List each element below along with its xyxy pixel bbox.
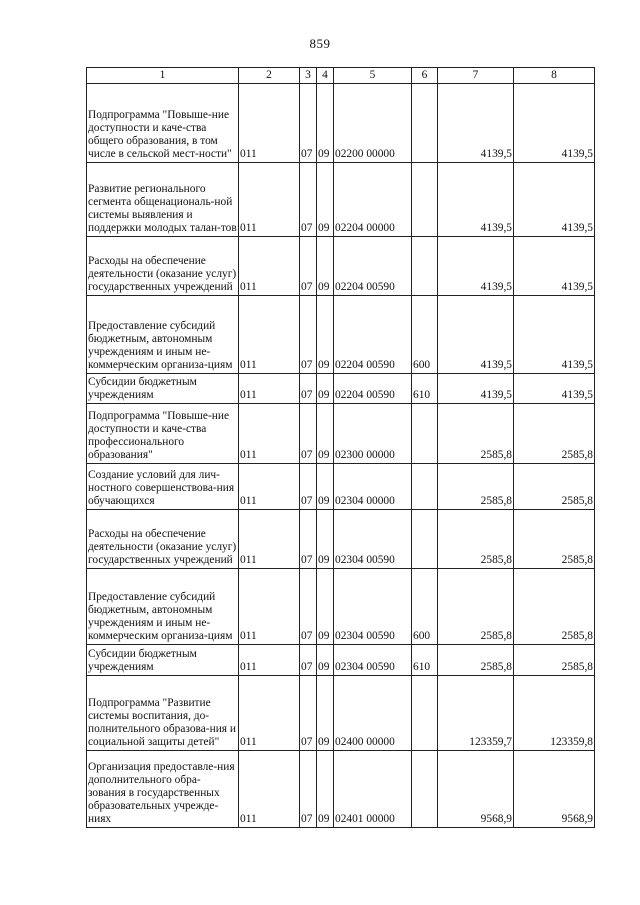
row-name: Развитие регионального сегмента общенациональ-ной системы выявления и поддержки молодых талан-тов [87, 163, 239, 237]
cell-amount-1: 2585,8 [438, 404, 514, 464]
cell-expense-type: 610 [412, 645, 438, 676]
cell-amount-2: 4139,5 [514, 374, 595, 404]
cell-subsection: 09 [317, 751, 334, 828]
cell-ministry: 011 [239, 163, 300, 237]
table-row [87, 237, 595, 296]
row-name: Организация предоставле-ния дополнительного обра-зования в государственных образовательных учрежде-ниях [87, 751, 239, 828]
row-name: Подпрограмма "Повыше-ние доступности и каче-ства общего образования, в том числе в сельской мест-ности" [87, 84, 239, 163]
cell-ministry: 011 [239, 510, 300, 569]
cell-amount-1: 4139,5 [438, 374, 514, 404]
cell-subsection: 09 [317, 510, 334, 569]
cell-target-article: 02304 00590 [334, 569, 412, 645]
cell-target-article: 02204 00590 [334, 296, 412, 374]
cell-amount-1: 4139,5 [438, 296, 514, 374]
cell-amount-1: 2585,8 [438, 510, 514, 569]
table-row [87, 374, 595, 404]
cell-expense-type [412, 404, 438, 464]
cell-amount-1: 2585,8 [438, 569, 514, 645]
cell-subsection: 09 [317, 464, 334, 510]
header-row [87, 68, 595, 84]
cell-amount-2: 9568,9 [514, 751, 595, 828]
row-name: Предоставление субсидий бюджетным, автономным учреждениям и иным не-коммерческим организа-циям [87, 296, 239, 374]
cell-amount-2: 4139,5 [514, 296, 595, 374]
cell-target-article: 02304 00590 [334, 645, 412, 676]
header-cell-7: 7 [438, 68, 514, 84]
table-row [87, 464, 595, 510]
cell-amount-1: 2585,8 [438, 464, 514, 510]
table-row [87, 163, 595, 237]
cell-target-article: 02401 00000 [334, 751, 412, 828]
cell-amount-2: 4139,5 [514, 237, 595, 296]
cell-section: 07 [300, 510, 317, 569]
cell-amount-1: 4139,5 [438, 163, 514, 237]
cell-section: 07 [300, 296, 317, 374]
row-name: Предоставление субсидий бюджетным, автономным учреждениям и иным не-коммерческим организа-циям [87, 569, 239, 645]
cell-amount-2: 2585,8 [514, 464, 595, 510]
cell-ministry: 011 [239, 464, 300, 510]
cell-ministry: 011 [239, 237, 300, 296]
cell-subsection: 09 [317, 296, 334, 374]
table-row [87, 296, 595, 374]
cell-subsection: 09 [317, 237, 334, 296]
cell-ministry: 011 [239, 751, 300, 828]
cell-amount-2: 4139,5 [514, 163, 595, 237]
cell-subsection: 09 [317, 374, 334, 404]
cell-ministry: 011 [239, 676, 300, 751]
cell-subsection: 09 [317, 163, 334, 237]
cell-amount-1: 2585,8 [438, 645, 514, 676]
table-row [87, 645, 595, 676]
cell-subsection: 09 [317, 676, 334, 751]
cell-expense-type: 610 [412, 374, 438, 404]
table-row [87, 84, 595, 163]
cell-amount-1: 9568,9 [438, 751, 514, 828]
row-name: Расходы на обеспечение деятельности (оказание услуг) государственных учреждений [87, 237, 239, 296]
cell-amount-1: 4139,5 [438, 237, 514, 296]
cell-amount-1: 4139,5 [438, 84, 514, 163]
page-number: 859 [309, 36, 331, 51]
row-name: Расходы на обеспечение деятельности (оказание услуг) государственных учреждений [87, 510, 239, 569]
cell-subsection: 09 [317, 569, 334, 645]
cell-amount-2: 2585,8 [514, 510, 595, 569]
cell-section: 07 [300, 404, 317, 464]
table-row [87, 751, 595, 828]
cell-target-article: 02200 00000 [334, 84, 412, 163]
table-row [87, 510, 595, 569]
cell-section: 07 [300, 645, 317, 676]
row-name: Подпрограмма "Повыше-ние доступности и каче-ства профессионального образования" [87, 404, 239, 464]
cell-subsection: 09 [317, 404, 334, 464]
cell-expense-type [412, 510, 438, 569]
cell-expense-type [412, 751, 438, 828]
cell-expense-type: 600 [412, 296, 438, 374]
cell-ministry: 011 [239, 569, 300, 645]
cell-subsection: 09 [317, 84, 334, 163]
cell-target-article: 02300 00000 [334, 404, 412, 464]
header-cell-8: 8 [514, 68, 595, 84]
cell-ministry: 011 [239, 645, 300, 676]
cell-ministry: 011 [239, 404, 300, 464]
cell-subsection: 09 [317, 645, 334, 676]
header-cell-5: 5 [334, 68, 412, 84]
cell-target-article: 02204 00000 [334, 163, 412, 237]
cell-target-article: 02400 00000 [334, 676, 412, 751]
cell-target-article: 02304 00590 [334, 510, 412, 569]
cell-section: 07 [300, 163, 317, 237]
table-row [87, 569, 595, 645]
cell-amount-2: 2585,8 [514, 645, 595, 676]
cell-expense-type [412, 676, 438, 751]
cell-section: 07 [300, 751, 317, 828]
cell-section: 07 [300, 237, 317, 296]
header-cell-3: 3 [300, 68, 317, 84]
cell-section: 07 [300, 84, 317, 163]
row-name: Подпрограмма "Развитие системы воспитания, до-полнительного образова-ния и социальной защиты детей" [87, 676, 239, 751]
row-name: Субсидии бюджетным учреждениям [87, 374, 239, 404]
cell-amount-2: 4139,5 [514, 84, 595, 163]
cell-target-article: 02204 00590 [334, 374, 412, 404]
cell-expense-type [412, 464, 438, 510]
cell-expense-type [412, 237, 438, 296]
table-row [87, 676, 595, 751]
cell-amount-1: 123359,7 [438, 676, 514, 751]
cell-target-article: 02304 00000 [334, 464, 412, 510]
header-cell-1: 1 [87, 68, 239, 84]
cell-ministry: 011 [239, 374, 300, 404]
cell-section: 07 [300, 464, 317, 510]
header-cell-6: 6 [412, 68, 438, 84]
budget-table [86, 67, 595, 828]
cell-target-article: 02204 00590 [334, 237, 412, 296]
cell-amount-2: 2585,8 [514, 569, 595, 645]
cell-expense-type [412, 163, 438, 237]
cell-section: 07 [300, 569, 317, 645]
header-cell-2: 2 [239, 68, 300, 84]
row-name: Создание условий для лич-ностного совершенствова-ния обучающихся [87, 464, 239, 510]
cell-expense-type: 600 [412, 569, 438, 645]
header-cell-4: 4 [317, 68, 334, 84]
cell-ministry: 011 [239, 296, 300, 374]
cell-section: 07 [300, 676, 317, 751]
row-name: Субсидии бюджетным учреждениям [87, 645, 239, 676]
cell-expense-type [412, 84, 438, 163]
table-row [87, 404, 595, 464]
cell-amount-2: 2585,8 [514, 404, 595, 464]
cell-section: 07 [300, 374, 317, 404]
cell-amount-2: 123359,8 [514, 676, 595, 751]
cell-ministry: 011 [239, 84, 300, 163]
